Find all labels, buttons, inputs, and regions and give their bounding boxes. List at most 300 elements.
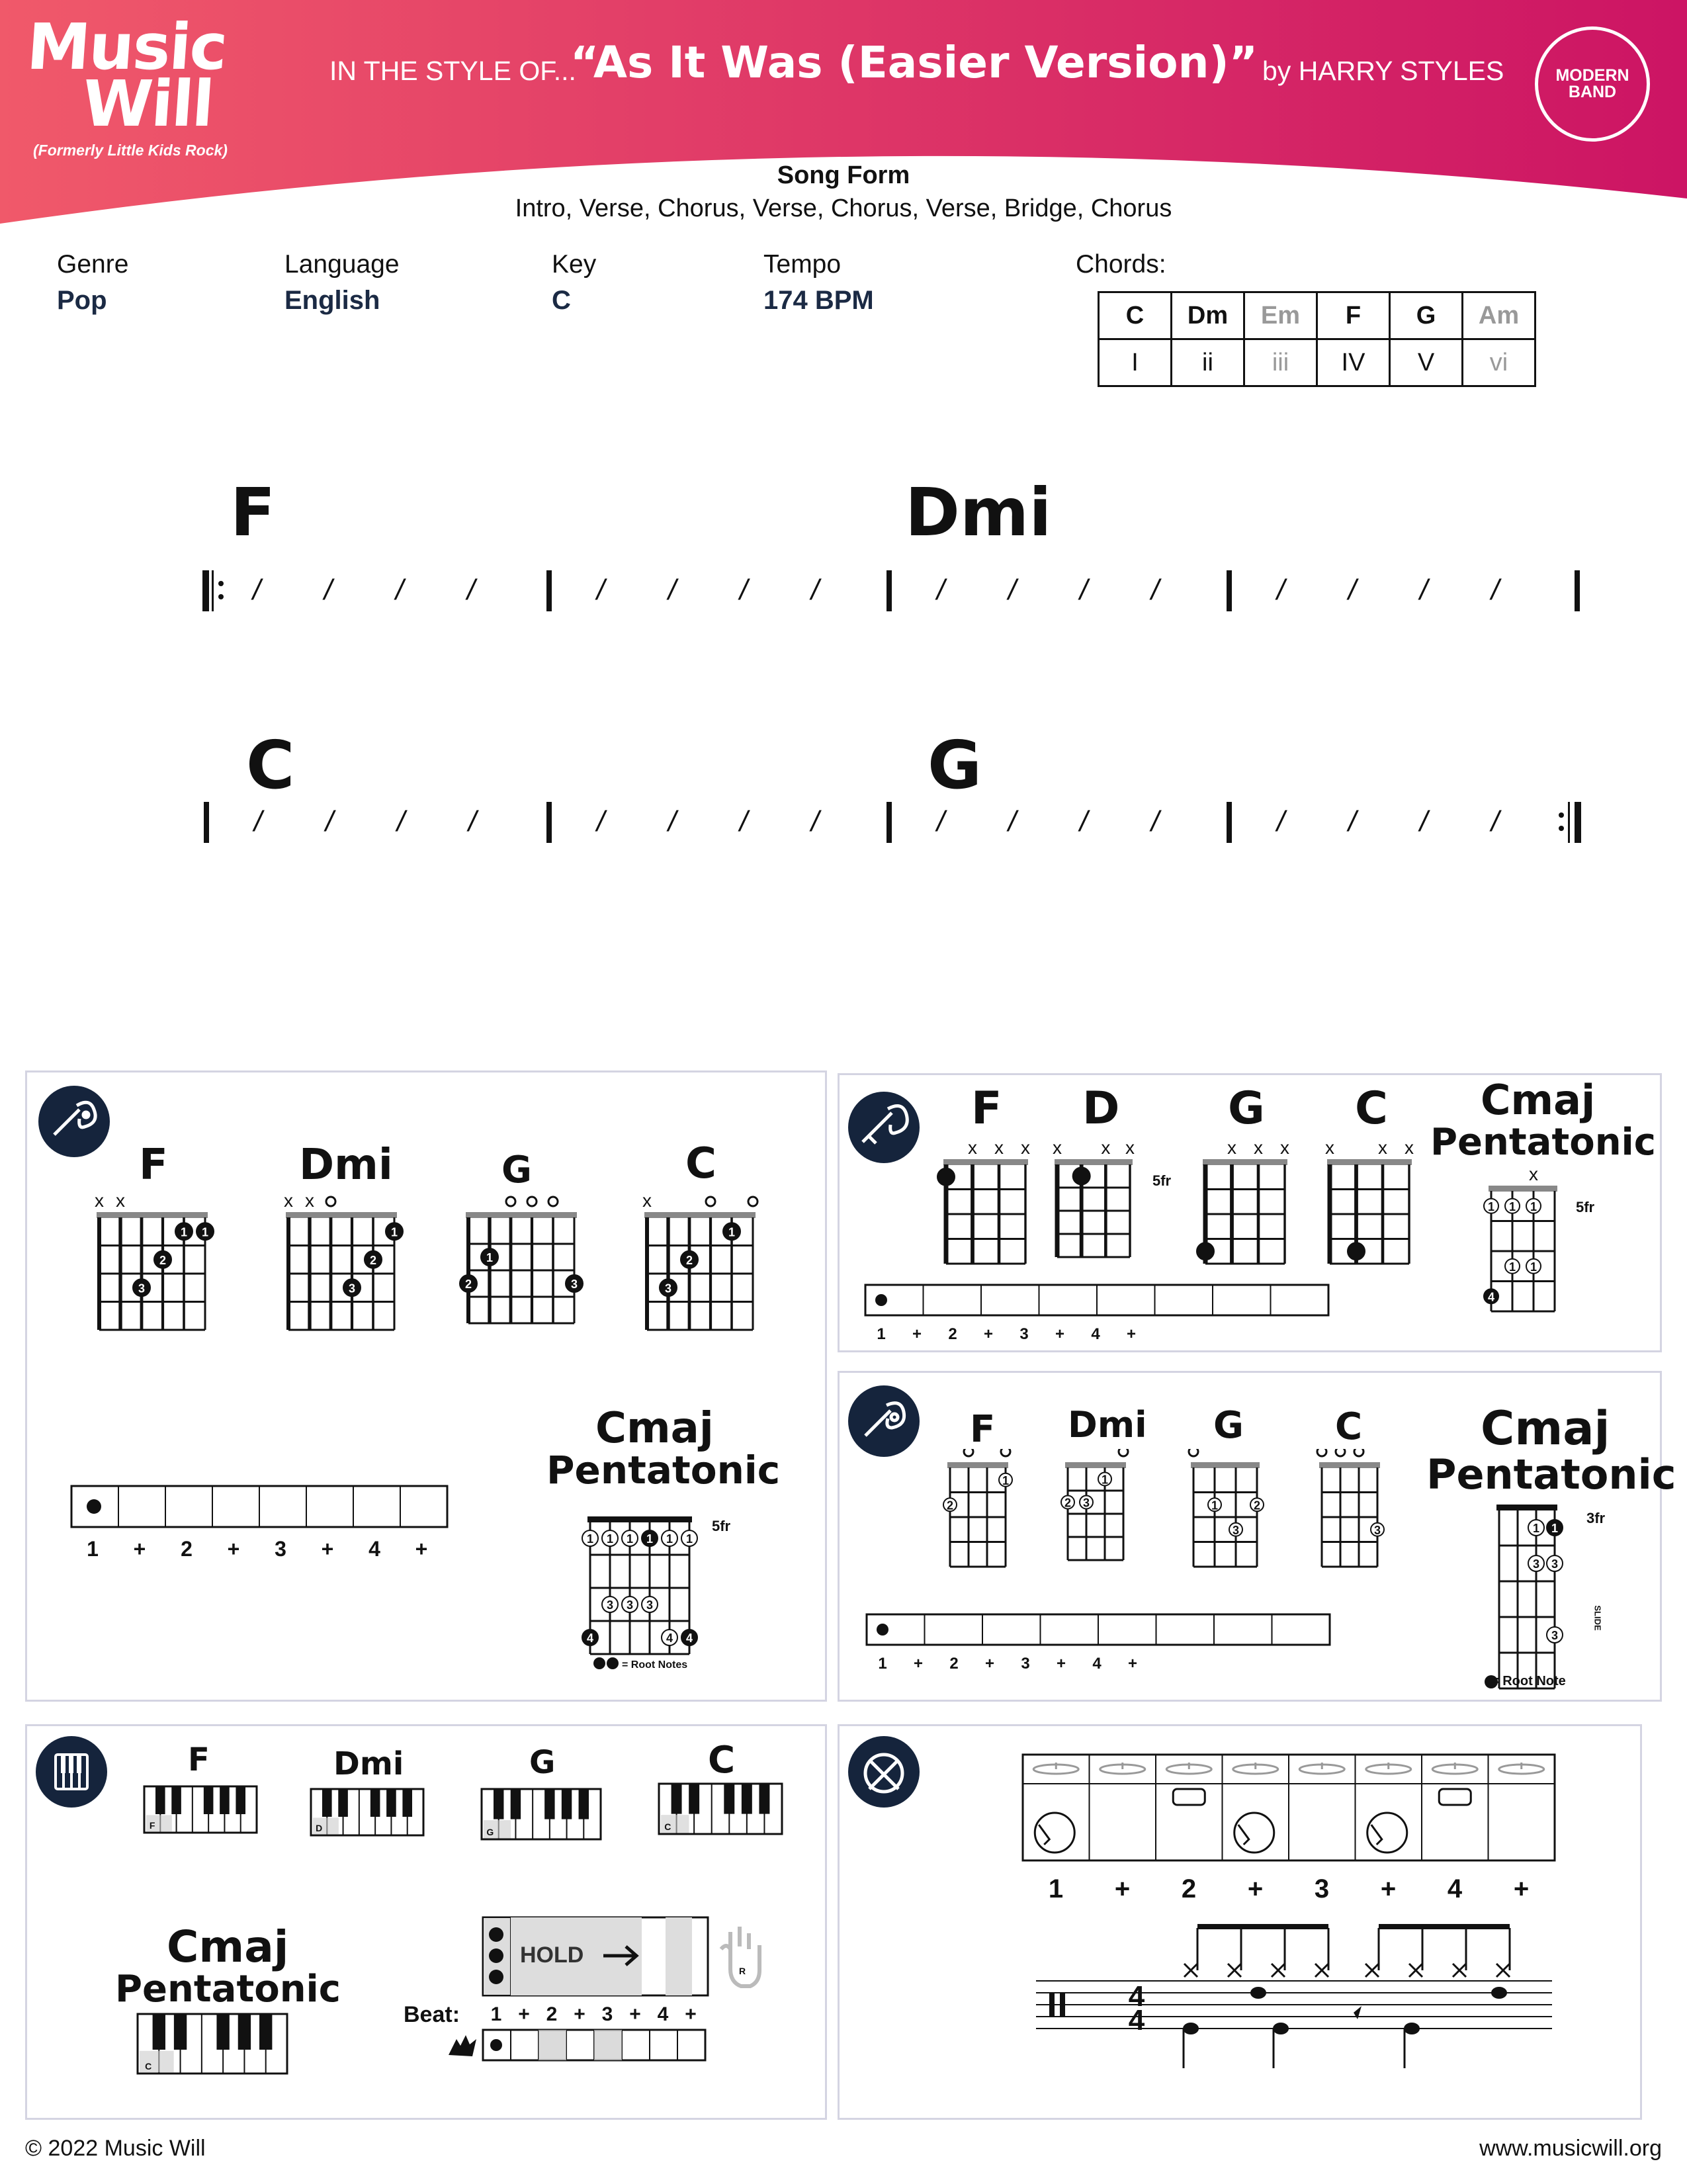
nut bbox=[1319, 1462, 1380, 1468]
ukulele-fret-label: 3fr bbox=[1586, 1510, 1606, 1526]
open-string-o bbox=[506, 1197, 515, 1206]
beam bbox=[1379, 1924, 1510, 1929]
key-label: Key bbox=[552, 250, 597, 279]
keys-diagrams bbox=[25, 1724, 827, 2120]
key-label: G bbox=[486, 1827, 494, 1837]
key-label: C bbox=[664, 1821, 671, 1832]
guitar-root-legend: = Root Notes bbox=[622, 1659, 688, 1671]
kick-drum-icon bbox=[1367, 1813, 1407, 1853]
black-key bbox=[238, 2014, 251, 2050]
count-label: + bbox=[629, 2003, 641, 2025]
muted-string-x: x bbox=[305, 1190, 314, 1211]
keys-pentatonic-title-1: Cmaj bbox=[167, 1921, 289, 1972]
count-label: + bbox=[518, 2003, 530, 2025]
count-label: 3 bbox=[601, 2003, 613, 2025]
finger-number: 3 bbox=[1551, 1557, 1559, 1571]
beat-slash: / bbox=[324, 574, 333, 606]
count-label: 1 bbox=[490, 2003, 502, 2025]
count-label: + bbox=[415, 1537, 428, 1561]
keys-pentatonic-title-2: Pentatonic bbox=[115, 1968, 341, 2011]
count-label: + bbox=[133, 1537, 146, 1561]
nut bbox=[943, 1159, 1028, 1165]
black-key bbox=[153, 2014, 165, 2050]
repeat-dot bbox=[218, 581, 224, 586]
nut bbox=[466, 1212, 577, 1218]
black-key bbox=[494, 1789, 503, 1819]
nut bbox=[97, 1212, 208, 1218]
root-note-legend-dot bbox=[593, 1657, 605, 1669]
count-label: 2 bbox=[181, 1537, 193, 1561]
finger-number: 1 bbox=[201, 1225, 209, 1239]
finger-number: 2 bbox=[685, 1253, 693, 1267]
finger-number: 1 bbox=[1532, 1522, 1540, 1535]
ukulele-icon bbox=[848, 1385, 920, 1457]
genre-value: Pop bbox=[57, 286, 107, 315]
barline bbox=[546, 570, 552, 611]
hihat-note bbox=[1272, 1964, 1285, 1977]
count-label: 1 bbox=[1048, 1874, 1064, 1903]
chord-name: F bbox=[1317, 292, 1390, 339]
finger-number: 3 bbox=[1232, 1523, 1240, 1537]
nut bbox=[286, 1212, 397, 1218]
header-banner bbox=[0, 0, 1687, 225]
repeat-dot bbox=[1559, 826, 1564, 831]
bass-chord-g: G bbox=[1228, 1082, 1265, 1135]
beat-slash: / bbox=[739, 574, 748, 606]
bass-pentatonic-title-1: Cmaj bbox=[1481, 1076, 1596, 1124]
count-label: + bbox=[1055, 1325, 1065, 1343]
bass-d-fret-label: 5fr bbox=[1152, 1172, 1172, 1189]
beat-slash: / bbox=[936, 574, 945, 606]
song-title: “As It Was (Easier Version)” bbox=[570, 37, 1258, 88]
keys-diagram-g bbox=[482, 1789, 601, 1839]
left-hand-icon bbox=[449, 2035, 476, 2056]
ukulele-chord-f: F bbox=[970, 1408, 996, 1451]
beat-slash: / bbox=[252, 574, 261, 606]
finger-number: 4 bbox=[666, 1632, 673, 1645]
finger-number: 1 bbox=[1508, 1200, 1516, 1213]
key-label: D bbox=[316, 1823, 323, 1833]
count-label: + bbox=[1114, 1874, 1131, 1903]
language-label: Language bbox=[284, 250, 400, 279]
finger-number: 3 bbox=[1532, 1557, 1540, 1571]
count-label: + bbox=[1247, 1874, 1264, 1903]
count-label: 4 bbox=[368, 1537, 380, 1561]
bass-chord-d: D bbox=[1082, 1082, 1120, 1135]
finger-number: 3 bbox=[1082, 1496, 1090, 1510]
highlighted-beat bbox=[594, 2030, 622, 2060]
open-string-o bbox=[548, 1197, 558, 1206]
count-label: 4 bbox=[1091, 1325, 1100, 1343]
keys-pentatonic-diagram bbox=[138, 2014, 287, 2074]
barline bbox=[1575, 570, 1580, 611]
ukulele-pentatonic-title-2: Pentatonic bbox=[1426, 1450, 1676, 1499]
beat-slash: / bbox=[325, 805, 334, 838]
logo-line1: Music bbox=[24, 10, 229, 84]
beat-slash: / bbox=[1079, 805, 1088, 838]
song-form-value: Intro, Verse, Chorus, Verse, Chorus, Verse, Bridge, Chorus bbox=[515, 195, 1172, 222]
hihat-note bbox=[1184, 1964, 1197, 1977]
finger-number: 2 bbox=[946, 1499, 954, 1512]
chord-chart bbox=[0, 549, 1687, 847]
beat-slash: / bbox=[936, 805, 945, 838]
chord-name: Dm bbox=[1172, 292, 1244, 339]
guitar-chord-dmi: Dmi bbox=[299, 1141, 393, 1190]
finger-dot bbox=[1073, 1168, 1090, 1185]
bass-fret-label: 5fr bbox=[1576, 1199, 1595, 1215]
black-key bbox=[689, 1784, 699, 1814]
logo-line2: Will bbox=[80, 67, 216, 141]
beat-slash: / bbox=[468, 805, 477, 838]
chord-numeral: IV bbox=[1317, 339, 1390, 386]
count-label: + bbox=[1126, 1325, 1137, 1343]
ukulele-rhythm-grid bbox=[867, 1614, 1330, 1673]
beat-slash: / bbox=[739, 805, 748, 838]
ukulele-pentatonic-title-1: Cmaj bbox=[1481, 1401, 1610, 1456]
black-key bbox=[759, 1784, 769, 1814]
finger-number: 1 bbox=[1002, 1473, 1010, 1487]
beat-slash: / bbox=[396, 805, 406, 838]
beat-slash: / bbox=[810, 805, 820, 838]
barline bbox=[1227, 570, 1232, 611]
black-key bbox=[544, 1789, 554, 1819]
beat-slash: / bbox=[1150, 574, 1160, 606]
keys-diagram-f bbox=[144, 1786, 257, 1833]
muted-string-x: x bbox=[1254, 1138, 1263, 1158]
keys-chord-c: C bbox=[708, 1739, 736, 1782]
hihat-note bbox=[1453, 1964, 1466, 1977]
muted-string-x: x bbox=[1125, 1138, 1135, 1158]
hand-label: R bbox=[738, 1966, 746, 1976]
open-string-o bbox=[1001, 1449, 1010, 1456]
open-string-o bbox=[1354, 1449, 1363, 1456]
kick-drum-icon bbox=[1234, 1813, 1274, 1853]
chord-name: Em bbox=[1244, 292, 1317, 339]
keys-chord-g: G bbox=[529, 1744, 556, 1781]
beat-slash: / bbox=[1419, 805, 1428, 838]
chords-table bbox=[1098, 291, 1536, 387]
kick-note bbox=[1273, 2023, 1289, 2034]
black-key bbox=[742, 1784, 752, 1814]
repeat-dot bbox=[1559, 812, 1564, 818]
chord-numeral: iii bbox=[1244, 339, 1317, 386]
tempo-value: 174 BPM bbox=[763, 286, 874, 315]
snare-note bbox=[1491, 1987, 1507, 1999]
barline bbox=[887, 570, 892, 611]
count-label: + bbox=[685, 2003, 697, 2025]
chord-numeral: vi bbox=[1463, 339, 1536, 386]
keys-chord-f: F bbox=[188, 1741, 210, 1778]
modern-band-badge bbox=[1535, 26, 1650, 142]
right-hand-icon bbox=[721, 1927, 759, 1986]
finger-dot bbox=[1348, 1243, 1365, 1260]
black-key bbox=[386, 1789, 396, 1817]
logo-subtitle: (Formerly Little Kids Rock) bbox=[33, 142, 228, 159]
count-label: + bbox=[1513, 1874, 1530, 1903]
style-of-label: IN THE STYLE OF... bbox=[329, 56, 576, 86]
open-string-o bbox=[326, 1197, 335, 1206]
beat-slash: / bbox=[668, 574, 677, 606]
chart-chord-c: C bbox=[246, 726, 295, 804]
finger-number: 1 bbox=[1211, 1499, 1219, 1512]
finger-number: 3 bbox=[1551, 1629, 1559, 1642]
ukulele-diagrams bbox=[838, 1449, 1662, 1700]
beam bbox=[1197, 1924, 1328, 1929]
nut bbox=[587, 1516, 692, 1522]
bass-chord-f: F bbox=[971, 1082, 1002, 1135]
guitar-chord-c: C bbox=[685, 1139, 716, 1188]
beat-slash: / bbox=[1276, 805, 1285, 838]
guitar-icon bbox=[38, 1086, 110, 1157]
language-value: English bbox=[284, 286, 380, 315]
repeat-end-thin-line bbox=[1568, 802, 1570, 843]
finger-number: 1 bbox=[1530, 1200, 1537, 1213]
black-key bbox=[174, 2014, 187, 2050]
finger-number: 3 bbox=[606, 1598, 614, 1612]
count-label: 4 bbox=[1447, 1874, 1463, 1903]
muted-string-x: x bbox=[994, 1138, 1004, 1158]
open-string-o bbox=[706, 1197, 715, 1206]
finger-number: 4 bbox=[685, 1632, 693, 1645]
open-string-o bbox=[1189, 1449, 1198, 1456]
count-label: 1 bbox=[878, 1655, 887, 1673]
chords-label: Chords: bbox=[1076, 250, 1166, 279]
muted-string-x: x bbox=[1053, 1138, 1062, 1158]
count-label: + bbox=[913, 1655, 924, 1673]
black-key bbox=[236, 1786, 245, 1814]
logo[interactable] bbox=[21, 10, 229, 141]
repeat-start-barline bbox=[202, 570, 209, 611]
guitar-chord-diagrams bbox=[25, 1184, 827, 1343]
chart-chord-f: F bbox=[230, 474, 276, 551]
count-label: 3 bbox=[1314, 1874, 1330, 1903]
chord-numerals-row bbox=[1099, 339, 1536, 386]
ukulele-slide-label: SLIDE bbox=[1592, 1605, 1603, 1631]
finger-number: 1 bbox=[606, 1532, 614, 1546]
black-key bbox=[259, 2014, 272, 2050]
finger-number: 3 bbox=[570, 1278, 578, 1291]
black-key bbox=[562, 1789, 572, 1819]
beat-slash: / bbox=[1276, 574, 1285, 606]
bass-chord-c: C bbox=[1355, 1082, 1388, 1135]
beat-slash: / bbox=[810, 574, 820, 606]
beat-slash: / bbox=[466, 574, 476, 606]
tempo-label: Tempo bbox=[763, 250, 842, 279]
finger-number: 3 bbox=[626, 1598, 634, 1612]
guitar-chord-g: G bbox=[501, 1149, 532, 1192]
finger-number: 3 bbox=[646, 1598, 654, 1612]
finger-number: 3 bbox=[348, 1282, 356, 1295]
count-label: + bbox=[912, 1325, 922, 1343]
barline bbox=[1227, 802, 1232, 843]
chord-numeral: ii bbox=[1172, 339, 1244, 386]
finger-number: 3 bbox=[1373, 1523, 1381, 1537]
finger-number: 1 bbox=[1487, 1200, 1495, 1213]
open-string-o bbox=[1317, 1449, 1326, 1456]
genre-label: Genre bbox=[57, 250, 129, 279]
muted-string-x: x bbox=[642, 1190, 652, 1211]
guitar-pentatonic-title-2: Pentatonic bbox=[546, 1448, 781, 1493]
count-label: + bbox=[1127, 1655, 1138, 1673]
count-label: 2 bbox=[949, 1655, 959, 1673]
keys-beat-label: Beat: bbox=[404, 2002, 460, 2027]
black-key bbox=[204, 1786, 214, 1814]
count-label: + bbox=[984, 1655, 995, 1673]
time-signature-top: 4 bbox=[1128, 1980, 1145, 2013]
count-label: + bbox=[983, 1325, 994, 1343]
nut bbox=[1191, 1462, 1260, 1468]
nut bbox=[1327, 1159, 1412, 1165]
finger-number: 1 bbox=[1508, 1260, 1516, 1274]
count-label: + bbox=[1380, 1874, 1397, 1903]
strum-hit bbox=[875, 1294, 887, 1306]
barline bbox=[204, 802, 209, 843]
barline bbox=[887, 802, 892, 843]
black-key bbox=[322, 1789, 332, 1817]
black-key bbox=[155, 1786, 165, 1814]
finger-number: 2 bbox=[369, 1253, 377, 1267]
beat-grid bbox=[449, 2003, 705, 2060]
copyright: © 2022 Music Will bbox=[25, 2136, 206, 2161]
hold-cell bbox=[666, 1917, 692, 1995]
muted-string-x: x bbox=[1021, 1138, 1030, 1158]
finger-number: 1 bbox=[728, 1225, 736, 1239]
badge-line2: BAND bbox=[1568, 83, 1617, 101]
drum-notation bbox=[838, 1724, 1642, 2120]
muted-string-x: x bbox=[1325, 1138, 1334, 1158]
count-label: 1 bbox=[877, 1325, 886, 1343]
black-key bbox=[220, 1786, 230, 1814]
ukulele-chord-g: G bbox=[1213, 1404, 1244, 1447]
percussion-clef bbox=[1060, 1993, 1065, 2017]
finger-number: 1 bbox=[180, 1225, 188, 1239]
finger-number: 1 bbox=[1530, 1260, 1537, 1274]
black-key bbox=[724, 1784, 734, 1814]
count-label: + bbox=[1056, 1655, 1066, 1673]
chart-chord-g: G bbox=[928, 726, 982, 804]
finger-number: 1 bbox=[685, 1532, 693, 1546]
snare-icon bbox=[1173, 1789, 1205, 1805]
muted-string-x: x bbox=[1405, 1138, 1414, 1158]
count-label: 2 bbox=[546, 2003, 558, 2025]
kick-note bbox=[1404, 2023, 1420, 2034]
percussion-clef bbox=[1049, 1993, 1055, 2017]
nut bbox=[1496, 1505, 1557, 1510]
muted-string-x: x bbox=[1378, 1138, 1387, 1158]
muted-string-x: x bbox=[1280, 1138, 1289, 1158]
count-label: + bbox=[574, 2003, 585, 2025]
count-label: 1 bbox=[87, 1537, 99, 1561]
count-label: 3 bbox=[1019, 1325, 1029, 1343]
note-dot bbox=[489, 1927, 503, 1942]
chord-numeral: V bbox=[1390, 339, 1463, 386]
finger-number: 3 bbox=[664, 1282, 672, 1295]
open-string-o bbox=[964, 1449, 973, 1456]
beat-slash: / bbox=[668, 805, 677, 838]
keys-diagram-dmi bbox=[311, 1789, 423, 1835]
muted-string-x: x bbox=[1529, 1164, 1538, 1184]
count-label: 2 bbox=[1181, 1874, 1197, 1903]
count-label: 4 bbox=[1092, 1655, 1102, 1673]
finger-number: 1 bbox=[390, 1225, 398, 1239]
nut bbox=[1065, 1462, 1126, 1468]
muted-string-x: x bbox=[1227, 1138, 1236, 1158]
hihat-note bbox=[1315, 1964, 1328, 1977]
repeat-start-thin-line bbox=[212, 570, 214, 611]
count-label: + bbox=[321, 1537, 334, 1561]
beat-slash: / bbox=[596, 805, 605, 838]
finger-number: 1 bbox=[666, 1532, 673, 1546]
open-string-o bbox=[1119, 1449, 1128, 1456]
guitar-chord-f: F bbox=[139, 1141, 168, 1190]
key-value: C bbox=[552, 286, 571, 315]
repeat-dot bbox=[218, 594, 224, 599]
keys-diagram-c bbox=[659, 1784, 782, 1834]
muted-string-x: x bbox=[284, 1190, 293, 1211]
finger-number: 4 bbox=[586, 1632, 594, 1645]
kick-note bbox=[1183, 2023, 1199, 2034]
chord-name: Am bbox=[1463, 292, 1536, 339]
beat-slash: / bbox=[1008, 574, 1017, 606]
time-signature-bottom: 4 bbox=[1128, 2004, 1145, 2036]
count-label: 3 bbox=[1021, 1655, 1030, 1673]
artist-name: by HARRY STYLES bbox=[1262, 56, 1504, 86]
count-label: 2 bbox=[948, 1325, 957, 1343]
muted-string-x: x bbox=[95, 1190, 104, 1211]
finger-number: 1 bbox=[1551, 1522, 1559, 1535]
ukulele-chord-dmi: Dmi bbox=[1068, 1404, 1147, 1446]
black-key bbox=[671, 1784, 682, 1814]
kick-drum-icon bbox=[1035, 1813, 1074, 1853]
beat-slash: / bbox=[1079, 574, 1088, 606]
chord-name: C bbox=[1099, 292, 1172, 339]
beat-slash: / bbox=[1150, 805, 1160, 838]
black-key bbox=[216, 2014, 229, 2050]
note-dot bbox=[489, 1948, 503, 1963]
hihat-note bbox=[1496, 1964, 1510, 1977]
bass-rhythm-grid bbox=[865, 1285, 1328, 1343]
beat-slash: / bbox=[1008, 805, 1017, 838]
finger-number: 1 bbox=[626, 1532, 634, 1546]
hihat-note bbox=[1409, 1964, 1422, 1977]
nut bbox=[644, 1212, 756, 1218]
key-label: C bbox=[145, 2061, 152, 2072]
bass-diagrams bbox=[838, 1138, 1662, 1350]
finger-dot bbox=[937, 1168, 955, 1186]
badge-line1: MODERN bbox=[1555, 66, 1629, 85]
beat-slash: / bbox=[1491, 574, 1500, 606]
song-form-label: Song Form bbox=[777, 161, 910, 189]
black-key bbox=[579, 1789, 589, 1819]
black-key bbox=[171, 1786, 181, 1814]
ukulele-chord-c: C bbox=[1335, 1405, 1363, 1448]
strum-hit bbox=[87, 1499, 101, 1514]
chord-name: G bbox=[1390, 292, 1463, 339]
finger-number: 1 bbox=[1101, 1473, 1109, 1487]
website-link[interactable]: www.musicwill.org bbox=[1479, 2136, 1662, 2161]
beat-slash: / bbox=[1491, 805, 1500, 838]
repeat-end-barline bbox=[1575, 802, 1581, 843]
nut bbox=[1203, 1159, 1287, 1165]
open-string-o bbox=[748, 1197, 757, 1206]
count-label: + bbox=[227, 1537, 240, 1561]
finger-dot bbox=[1197, 1243, 1214, 1260]
chord-numeral: I bbox=[1099, 339, 1172, 386]
beat-slash: / bbox=[1348, 805, 1357, 838]
count-label: 3 bbox=[275, 1537, 286, 1561]
guitar-rhythm-grid bbox=[66, 1482, 456, 1561]
keys-chord-dmi: Dmi bbox=[333, 1745, 404, 1782]
